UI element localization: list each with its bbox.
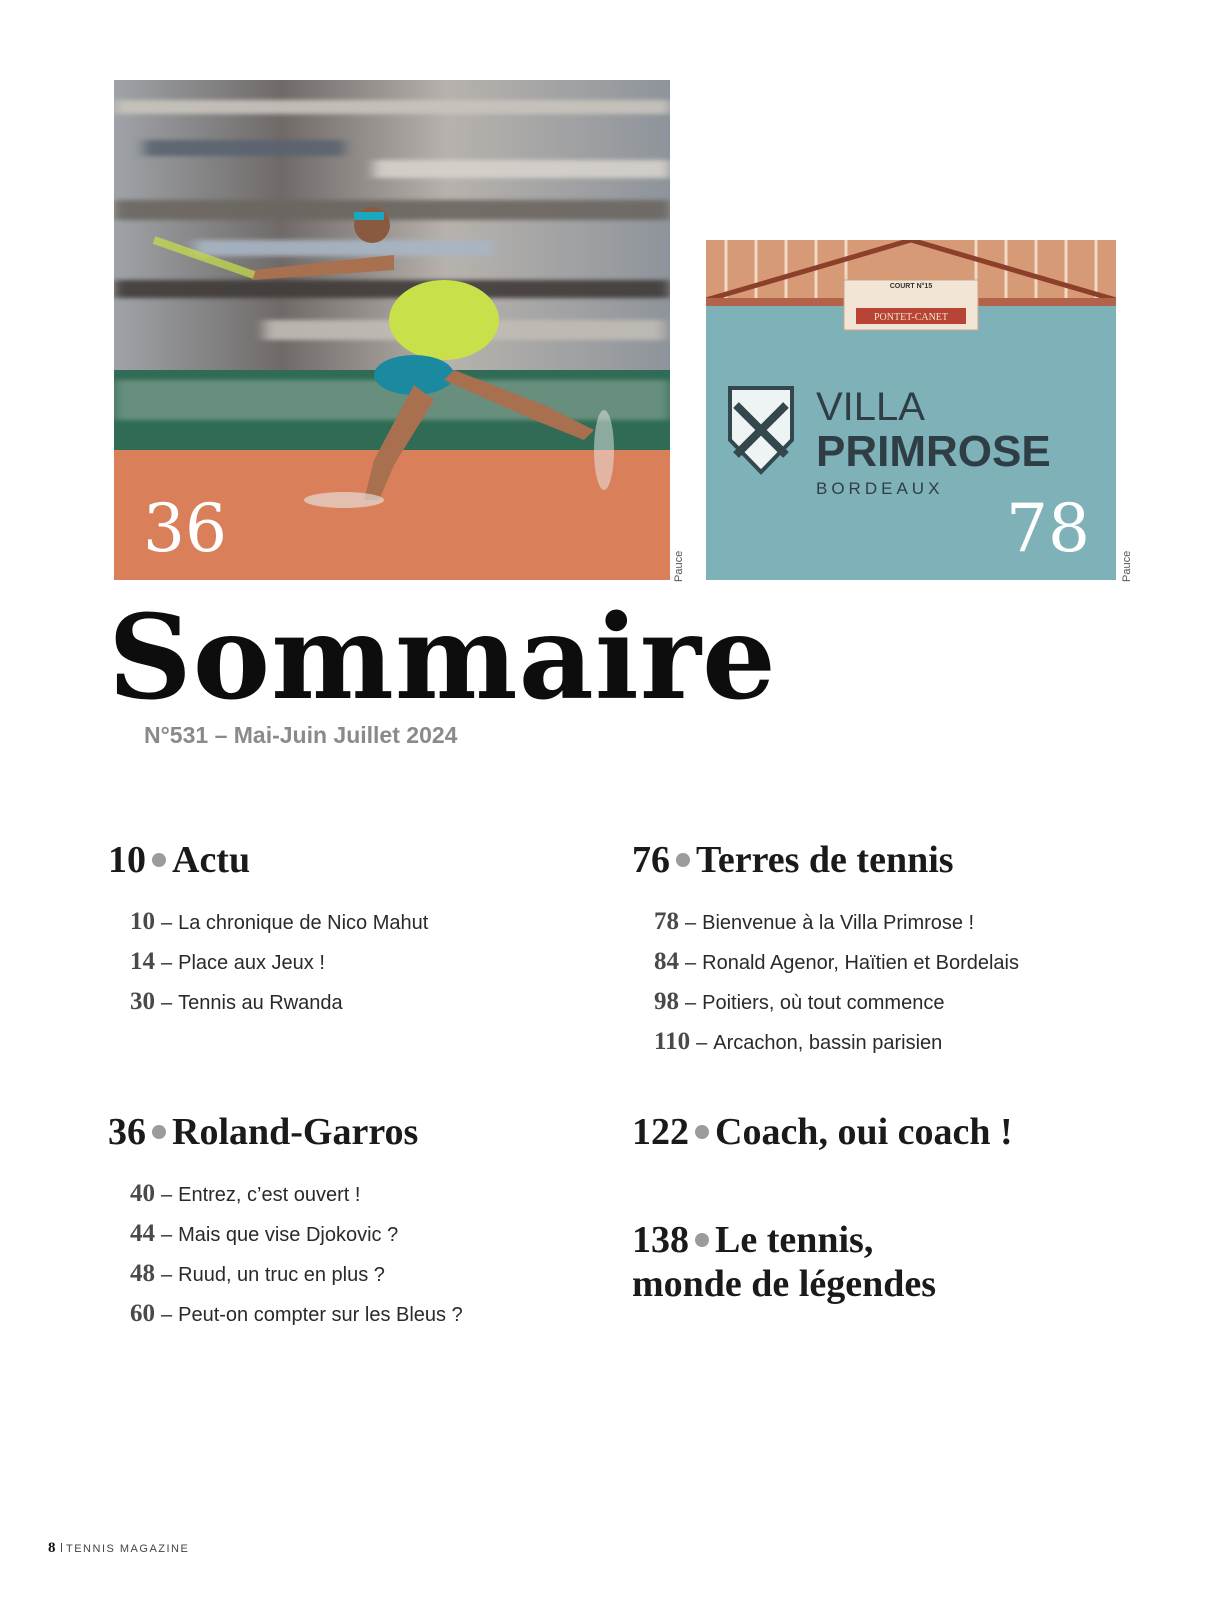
toc-item-text: Ronald Agenor, Haïtien et Bordelais — [702, 952, 1019, 974]
toc-separator: – — [161, 952, 173, 974]
bullet-dot-icon — [152, 1125, 166, 1139]
section-heading — [108, 838, 428, 882]
bullet-dot-icon — [676, 853, 690, 867]
section-terres-de-tennis — [632, 838, 1019, 1062]
bullet-dot-icon — [695, 1125, 709, 1139]
photo-credit: Pauce — [673, 550, 685, 582]
toc-item — [654, 982, 1019, 1022]
toc-item — [130, 1214, 463, 1254]
photo-page-number: 36 — [143, 490, 227, 567]
toc-separator: – — [161, 912, 173, 934]
toc-item-text: Mais que vise Djokovic ? — [178, 1224, 399, 1246]
toc-separator: – — [696, 1032, 708, 1054]
toc-item-text: Place aux Jeux ! — [178, 952, 325, 974]
toc-item-page: 48 — [130, 1260, 155, 1287]
toc-item — [130, 1294, 463, 1334]
section-roland-garros — [108, 1110, 463, 1334]
section-page-number: 122 — [632, 1111, 689, 1153]
toc-item-page: 60 — [130, 1300, 155, 1327]
court-sign-brand: PONTET-CANET — [873, 312, 949, 323]
toc-item-page: 44 — [130, 1220, 155, 1247]
section-page-number: 36 — [108, 1111, 146, 1153]
toc-item-text: Arcachon, bassin parisien — [713, 1032, 943, 1054]
toc-item-page: 98 — [654, 988, 679, 1015]
issue-line: N°531 – Mai-Juin Juillet 2024 — [144, 722, 458, 748]
section-heading — [632, 1110, 1013, 1154]
banner-line-2: PRIMROSE — [816, 427, 1051, 476]
page-title: Sommaire — [108, 590, 777, 726]
section-heading — [632, 1218, 936, 1306]
toc-separator: – — [685, 952, 697, 974]
section-page-number: 138 — [632, 1219, 689, 1261]
section-title: Terres de tennis — [696, 839, 954, 881]
toc-item-text: Poitiers, où tout commence — [702, 992, 945, 1014]
section-actu — [108, 838, 428, 1022]
toc-item — [130, 942, 428, 982]
page-footer — [48, 1540, 189, 1557]
toc-item — [654, 1022, 1019, 1062]
section-title: Actu — [172, 839, 251, 881]
toc-item — [130, 902, 428, 942]
toc-item-page: 10 — [130, 908, 155, 935]
footer-page-number: 8 — [48, 1540, 57, 1556]
section-heading — [108, 1110, 463, 1154]
toc-item-text: Entrez, c’est ouvert ! — [178, 1184, 361, 1206]
banner-line-3: BORDEAUX — [816, 479, 944, 498]
section-title-line-2: monde de légendes — [632, 1263, 936, 1305]
toc-item — [130, 1254, 463, 1294]
photo-credit: Pauce — [1121, 550, 1133, 582]
section-heading — [632, 838, 1019, 882]
toc-item-text: Bienvenue à la Villa Primrose ! — [702, 912, 975, 934]
toc-item-text: La chronique de Nico Mahut — [178, 912, 429, 934]
toc-separator: – — [161, 1304, 173, 1326]
toc-item — [130, 982, 428, 1022]
toc-item — [654, 902, 1019, 942]
toc-item-text: Peut-on compter sur les Bleus ? — [178, 1304, 463, 1326]
toc-item-page: 30 — [130, 988, 155, 1015]
toc-item-text: Tennis au Rwanda — [178, 992, 343, 1014]
court-sign-text: COURT N°15 — [889, 283, 933, 290]
banner-line-1: VILLA — [816, 385, 925, 429]
toc-item — [130, 1174, 463, 1214]
section-title: Le tennis, — [715, 1219, 874, 1261]
toc-separator: – — [685, 992, 697, 1014]
section-legendes — [632, 1218, 936, 1306]
toc-separator: – — [161, 992, 173, 1014]
toc-item-page: 84 — [654, 948, 679, 975]
toc-item — [654, 942, 1019, 982]
toc-item-text: Ruud, un truc en plus ? — [178, 1264, 385, 1286]
toc-separator: – — [161, 1224, 173, 1246]
toc-separator: – — [161, 1184, 173, 1206]
section-title: Roland-Garros — [172, 1111, 419, 1153]
bullet-dot-icon — [152, 853, 166, 867]
section-page-number: 76 — [632, 839, 670, 881]
section-title: Coach, oui coach ! — [715, 1111, 1013, 1153]
section-page-number: 10 — [108, 839, 146, 881]
toc-item-page: 110 — [654, 1028, 691, 1055]
toc-separator: – — [161, 1264, 173, 1286]
toc-item-page: 78 — [654, 908, 679, 935]
toc-separator: – — [685, 912, 697, 934]
photo-page-number: 78 — [1006, 490, 1090, 567]
section-coach — [632, 1110, 1013, 1154]
footer-divider — [61, 1543, 62, 1552]
toc-item-page: 40 — [130, 1180, 155, 1207]
toc-item-page: 14 — [130, 948, 155, 975]
bullet-dot-icon — [695, 1233, 709, 1247]
footer-magazine-name: TENNIS MAGAZINE — [66, 1543, 190, 1555]
